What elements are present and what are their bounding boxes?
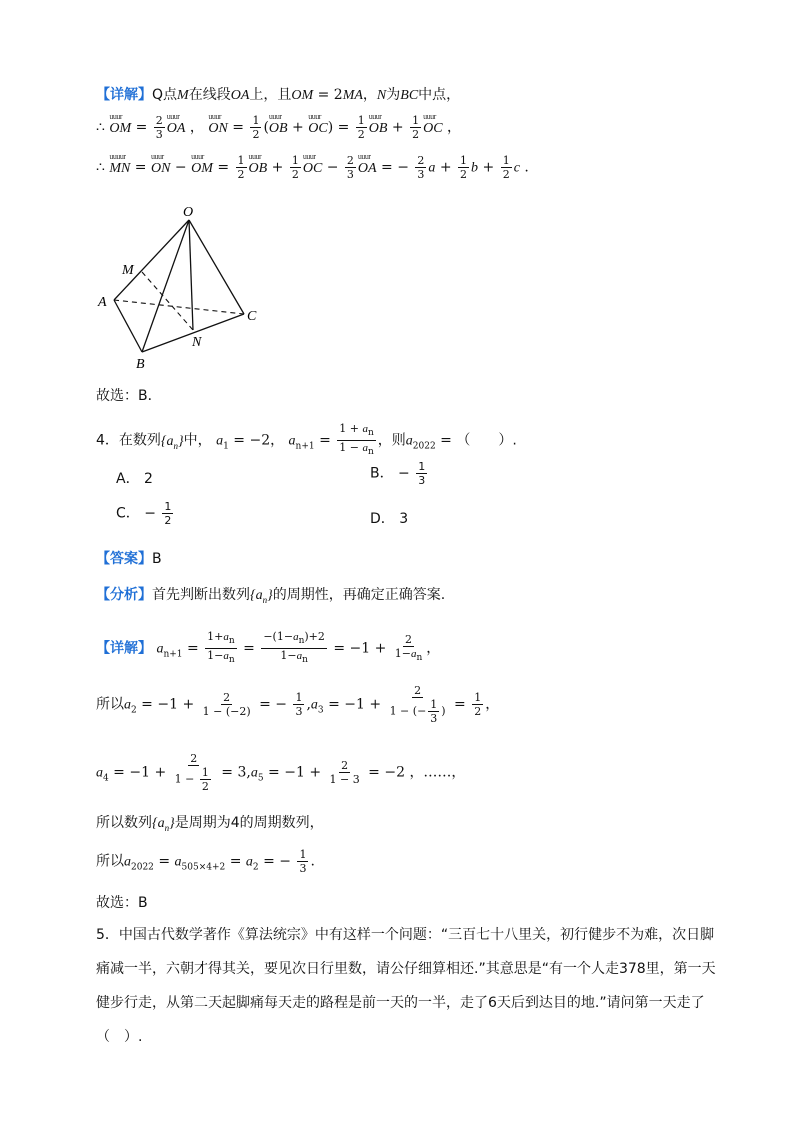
q4-stem: 4．在数列$\{a_n\}$中， $a_1 = -2$， $a_{n+1}$ = $\frac{1 + a_n}{1 - a_n}$ ，则$a_{2022}$ = （ ）. [96,422,517,458]
tetrahedron-diagram [92,202,272,372]
answer3-line: 故选：B． [96,388,162,404]
q4-option-c[interactable]: C． − $\frac{1}{2}$ [116,500,172,527]
label-N: N [192,335,202,350]
q4-detail-line2: 所以$a_2 = -1$ + $\frac{2}{1 - (-2)}$ = − $\frac{1}{3}$ $,a_3 = -1$ + 2 1 − (− $\frac{1}{3}$ ) = $\frac{1}{2}$ ， [96,684,500,725]
detail1-tag: 【详解】 [96,87,152,103]
q4-analysis: 【分析】首先判断出数列$\{a_n\}$的周期性，再确定正确答案. [96,587,446,605]
answer-tag: 【答案】 [96,551,152,567]
edge-AC-dashed [114,300,244,314]
edge-AB [114,300,142,352]
q4-detail-line1: 【详解】 $a_{n+1}$ = $\frac{1+a_n}{1-a_n}$ = $\frac{-(1-a_n)+2}{1-a_n}$ = −1 + $\frac{2}{1-a_n}$ ， [96,630,441,666]
q4-option-d[interactable]: D． 3 [370,511,409,527]
q5-text: 5．中国古代数学著作《算法统宗》中有这样一个问题：“三百七十八里关，初行健步不为难，次日脚痛减一半，六朝才得其关，要见次日行里数，请公仔细算相还.”其意思是“有一个人走378里，第一天健步行走，从第二天起脚痛每天走的路程是前一天的一半，走了6天后到达目的地.”请问第一天走了（ ）. [96,927,716,1045]
q4-detail-line4: 所以数列$\{a_n\}$是周期为4的周期数列， [96,815,324,833]
detail-tag: 【详解】 [96,640,152,657]
q4-answer: 【答案】B [96,551,162,567]
edge-OB [142,220,189,352]
label-A: A [98,295,107,310]
q4-option-a[interactable]: A． 2 [116,471,153,487]
detail1-line2: ∴ uuur OM = $\frac{2}{3}$ uuur OA ， uuur ON = $\frac{1}{2}$ (uuur OB + uuur OC) = $\frac{1}{2}$ uuur OB + $\frac{1}{2}$ uuur OC ， [96,114,461,141]
edge-OA [114,220,189,300]
analysis-tag: 【分析】 [96,587,152,603]
edge-OC [189,220,244,314]
label-M: M [122,263,134,278]
detail1-line3: ∴ uuuur MN = uuur ON − uuur OM = $\frac{1}{2}$ uuur OB + $\frac{1}{2}$ uuur OC − $\frac{2}{3}$ uuur OA = − $\frac{2}{3}$ a + $\frac{1}{2}$ b + $\frac{1}{2}$ c . [96,154,529,181]
q4-final: 故选：B [96,895,148,911]
detail1-line1: 【详解】Q点M在线段OA上，且OM = 2MA，N为BC中点， [96,87,461,103]
label-O: O [183,205,194,220]
edge-ON [189,220,193,330]
q4-detail-line3: $a_4 = -1$ + 2 1 − $\frac{1}{2}$ = $3,a_5 = -1$ + $\frac{2}{1 - 3}$ = −2 ，……， [96,752,466,793]
q4-option-b[interactable]: B． − $\frac{1}{3}$ [370,460,426,487]
label-B: B [136,357,145,372]
label-C: C [247,309,257,324]
q4-detail-line5: 所以$a_{2022} = a_{505\times 4+2} = a_2$ = − $\frac{1}{3}$ . [96,848,315,875]
